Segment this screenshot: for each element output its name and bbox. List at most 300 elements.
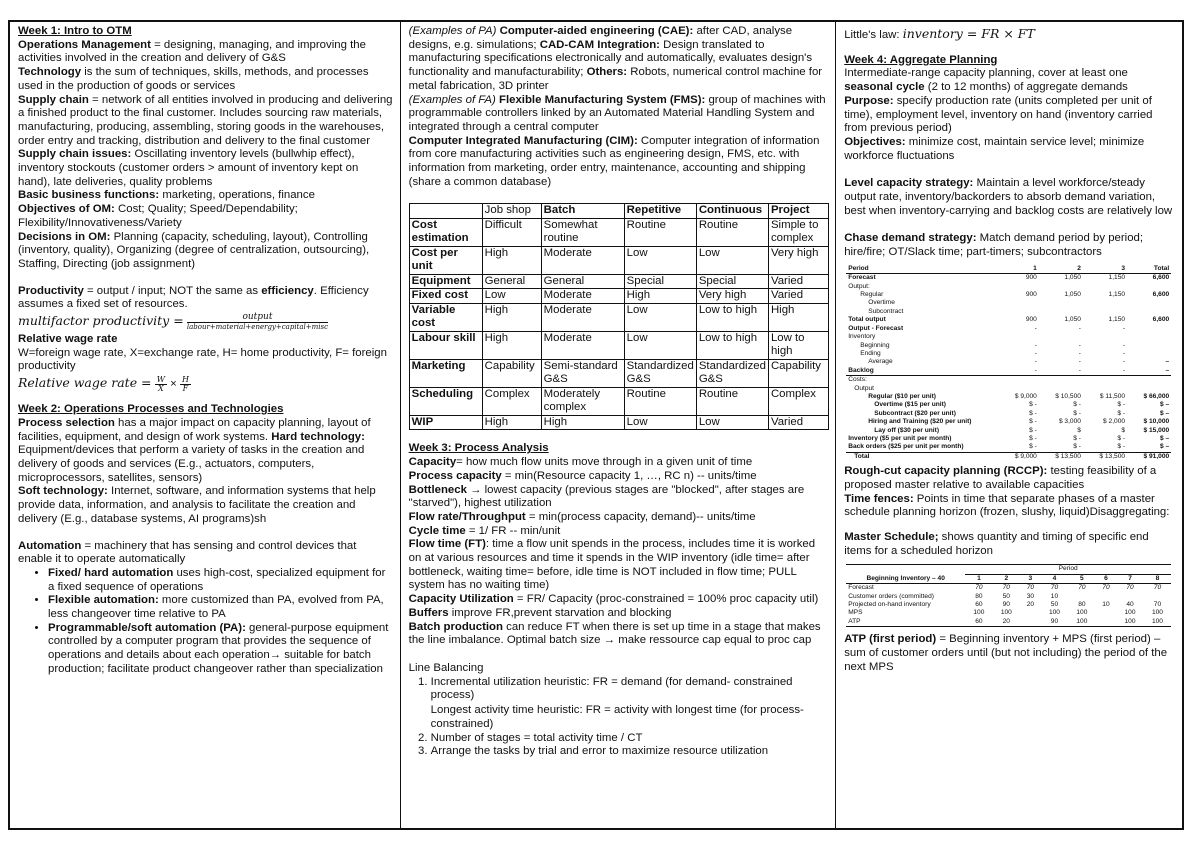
table-row <box>846 367 1171 376</box>
table-cell <box>1127 283 1171 291</box>
table-cell: 70 <box>1102 584 1110 592</box>
table-cell: Simple to complex <box>768 218 828 246</box>
atp-definition: ATP (first period) = Beginning inventory + MPS (first period) – sum of customer orders until (but not including) the period of the next MPS <box>844 633 1168 673</box>
table-cell: $ 13,500 <box>1055 452 1081 460</box>
table-cell: 70 <box>975 584 983 592</box>
mps-title: Period <box>965 565 1171 574</box>
table-cell <box>1127 299 1171 307</box>
table-cell: 100 <box>1124 617 1136 625</box>
capacity-utilization-definition: Capacity Utilization = FR/ Capacity (proc-constrained = 100% proc capacity util) <box>408 593 819 606</box>
table-cell: $ 10,500 <box>1055 392 1081 400</box>
table-cell: 20 <box>1002 617 1010 625</box>
table-header-cell: Job shop <box>482 204 541 219</box>
table-cell: $ - <box>1029 418 1037 426</box>
table-cell: Backlog <box>848 366 874 374</box>
table-cell: 100 <box>1000 609 1012 617</box>
littles-law: Little's law: inventory = FR × FT <box>844 26 1035 41</box>
table-cell: $ - <box>1029 443 1037 451</box>
table-cell: Low to high <box>696 331 768 359</box>
decisions-in-om: Decisions in OM: Planning (capacity, scheduling, layout), Controlling (inventory, quality), Organizing (degree of centralization, outsourcing), Staffing, Directing (job assignment) <box>18 230 370 270</box>
table-cell: Standardized G&S <box>696 359 768 387</box>
table-cell: Standardized G&S <box>624 359 696 387</box>
table-cell: 70 <box>1026 584 1035 592</box>
table-cell: Low <box>696 415 768 430</box>
table-cell: $ 9,000 <box>1014 392 1037 400</box>
table-cell: $ – <box>1160 443 1170 451</box>
table-header-cell: Continuous <box>696 204 768 219</box>
table-cell: Low <box>624 303 696 331</box>
table-cell: Average <box>868 358 893 366</box>
level-capacity-strategy: Level capacity strategy: Maintain a level workforce/steady output rate, inventory/backorders to absorb demand variation, best when inventory-carrying and backlog costs are relatively low <box>844 177 1173 217</box>
table-row <box>846 316 1171 324</box>
cae-paragraph: (Examples of PA) Computer-aided engineering (CAE): after CAD, analyse designs, e.g. simulations; CAD-CAM Integration: Design translated to manufacturing specifications electronically and automatically, evaluates design's functionality and manufacturability; Others: Robots, numerical control machine for metal fabrication, 3D printer <box>408 25 823 92</box>
table-header-cell: 7 <box>1128 574 1132 582</box>
table-cell: WIP <box>409 415 482 430</box>
table-cell: Subcontract <box>868 307 904 315</box>
table-cell: 60 <box>975 601 983 609</box>
cim-paragraph: Computer Integrated Manufacturing (CIM): Computer integration of information from core manufacturing activities such as engineering design, FMS, etc. with information from marketing, order entry, maintenance, accounting and shipping (share a common database) <box>408 134 820 188</box>
table-cell: 100 <box>1124 609 1136 617</box>
table-cell <box>1039 385 1083 393</box>
table-cell: 1,150 <box>1108 274 1126 282</box>
table-cell: 50 <box>1050 601 1059 609</box>
table-row <box>846 274 1171 283</box>
mps-title-row <box>846 565 1171 574</box>
table-header-cell: 4 <box>1052 574 1057 582</box>
table-cell: 80 <box>1078 601 1086 609</box>
table-cell: 70 <box>1078 584 1086 592</box>
table-cell: - <box>1034 341 1037 349</box>
table-cell: – <box>1165 358 1170 366</box>
automation-types-list <box>18 567 394 677</box>
table-cell: $ 66,000 <box>1143 392 1170 400</box>
table-cell: $ - <box>1117 409 1126 417</box>
table-cell: Scheduling <box>409 387 482 415</box>
week2-heading: Week 2: Operations Processes and Technologies <box>18 403 284 416</box>
table-row <box>846 601 1171 609</box>
table-cell: 100 <box>1076 617 1088 625</box>
table-cell: – <box>1165 366 1170 374</box>
table-cell: 1,150 <box>1108 291 1126 299</box>
table-cell: Output - Forecast <box>848 324 904 332</box>
table-cell: Low to high <box>768 331 828 359</box>
time-fences-definition: Time fences: Points in time that separate phases of a master schedule planning horizon (frozen, slushy, liquid)Disaggregating: <box>844 492 1170 519</box>
week3-heading: Week 3: Process Analysis <box>408 442 549 455</box>
table-cell: $ 10,000 <box>1143 418 1170 426</box>
table-cell <box>1020 618 1041 627</box>
table-cell: Routine <box>696 218 768 246</box>
batch-production-definition: Batch production can reduce FT when there is set up time in a stage that makes the line imbalance. Optimal batch size → make ressource cap equal to proc cap <box>408 620 821 647</box>
chase-strategy-table <box>846 265 1171 461</box>
table-cell <box>1144 593 1171 601</box>
table-row <box>409 331 828 359</box>
relative-wage-rate-heading: Relative wage rate <box>18 333 118 346</box>
table-cell <box>1083 299 1127 307</box>
table-cell: Low <box>624 331 696 359</box>
table-cell: $ <box>1077 426 1081 434</box>
cycle-time-definition: Cycle time = 1/ FR -- min/unit <box>408 524 561 537</box>
table-row <box>846 385 1171 393</box>
table-cell: 30 <box>1026 592 1035 600</box>
table-row <box>846 299 1171 307</box>
table-cell: Capability <box>482 359 541 387</box>
rccp-definition: Rough-cut capacity planning (RCCP): testing feasibility of a proposed master relative to available capacities <box>844 465 1157 491</box>
table-cell: 90 <box>1050 617 1059 625</box>
table-cell: - <box>1122 341 1126 349</box>
column-1 <box>10 22 401 828</box>
table-cell: 1,050 <box>1064 291 1081 299</box>
table-cell: Inventory <box>848 333 876 341</box>
table-cell: High <box>541 415 624 430</box>
table-cell <box>1000 299 1039 307</box>
table-row <box>846 584 1171 593</box>
column-2 <box>401 22 837 828</box>
table-row <box>846 350 1171 358</box>
table-cell: Cost per unit <box>409 246 482 274</box>
master-schedule-definition: Master Schedule; shows quantity and timing of specific end items for a scheduled horizon <box>844 531 1149 557</box>
table-cell: - <box>1122 358 1126 366</box>
table-cell: Ending <box>860 349 881 357</box>
table-cell: Equipment <box>409 274 482 289</box>
table-cell: Varied <box>768 289 828 304</box>
table-cell <box>1000 376 1039 385</box>
purpose-definition: Purpose: specify production rate (units completed per unit of time), employment level, inventory on hand (inventory carried from previous period) <box>844 94 1153 135</box>
table-cell <box>1096 618 1117 627</box>
mfp-formula: multifactor productivity = $\frac{\text{output}}{\text{labour+material+energy+capital+misc}}$ <box>18 312 329 332</box>
table-cell <box>1127 350 1171 358</box>
table-cell: $ - <box>1029 409 1037 417</box>
table-cell: High <box>768 303 828 331</box>
cheat-sheet-page <box>8 20 1184 830</box>
table-header-cell: 3 <box>1028 574 1033 582</box>
soft-technology: Soft technology: Internet, software, and information systems that help provide data, information, and analysis to facilitate the creation and delivery (E.g., database systems, AI programs)sh <box>18 485 376 525</box>
table-cell: Routine <box>696 387 768 415</box>
table-cell: Labour skill <box>409 331 482 359</box>
bottleneck-definition: Bottleneck → lowest capacity (previous stages are "blocked", after stages are "starved"), highest utilization <box>408 483 805 510</box>
table-cell: 20 <box>1026 601 1035 609</box>
table-header-cell: Beginning Inventory – 40 <box>866 574 945 582</box>
productivity-definition: Productivity = output / input; NOT the same as efficiency. Efficiency assumes a fixed set of resources. <box>18 284 369 311</box>
table-cell: High <box>482 246 541 274</box>
table-row <box>846 443 1171 452</box>
aggregate-planning-definition: Intermediate-range capacity planning, cover at least one seasonal cycle (2 to 12 months) of aggregate demands <box>844 67 1128 94</box>
table-cell: $ - <box>1073 434 1081 442</box>
table-header-cell: 1 <box>1033 264 1037 272</box>
table-cell: 50 <box>1002 592 1010 600</box>
table-cell: 100 <box>1151 617 1163 625</box>
table-cell: $ 11,500 <box>1099 392 1126 400</box>
mps-table-body <box>846 584 1171 627</box>
table-cell: $ - <box>1117 443 1126 451</box>
table-cell: Low <box>482 289 541 304</box>
table-cell <box>1039 308 1083 316</box>
table-row <box>409 359 828 387</box>
table-cell: 6,600 <box>1152 291 1170 299</box>
table-header-cell <box>409 204 482 219</box>
automation-definition: Automation = machinery that has sensing and control devices that enable it to operate automatically <box>18 539 357 566</box>
table-cell: High <box>482 415 541 430</box>
week1-heading: Week 1: Intro to OTM <box>18 25 132 37</box>
table-cell: - <box>1034 324 1037 332</box>
table-cell <box>1000 308 1039 316</box>
table-cell: $ 2,000 <box>1103 418 1126 426</box>
table-cell: Back orders ($25 per unit per month) <box>848 443 964 451</box>
table-header-cell: 8 <box>1155 574 1160 582</box>
table-header-cell: Repetitive <box>624 204 696 219</box>
table-cell: 100 <box>973 609 985 617</box>
objectives-of-om: Objectives of OM: Cost; Quality; Speed/Dependability; Flexibility/Innovativeness/Variety <box>18 203 298 229</box>
list-item: 1. Incremental utilization heuristic: FR = demand (for demand- constrained process) Longest activity time heuristic: FR = activity with longest time (for process-constrained) <box>431 676 830 732</box>
table-row <box>409 289 828 304</box>
table-row <box>409 246 828 274</box>
table-cell: General <box>541 274 624 289</box>
table-cell: 90 <box>1002 601 1010 609</box>
table-cell: $ - <box>1029 401 1037 409</box>
table-cell: Very high <box>768 246 828 274</box>
table-cell <box>1083 333 1127 341</box>
table-cell: 10 <box>1050 592 1059 600</box>
table-cell <box>1039 283 1083 291</box>
table-cell: $ 13,500 <box>1099 452 1126 460</box>
table-cell: 100 <box>1048 609 1060 617</box>
table-cell <box>1096 593 1117 601</box>
table-cell: 10 <box>1102 601 1110 609</box>
table-cell: Moderate <box>541 289 624 304</box>
table-cell: $ 3,000 <box>1058 418 1081 426</box>
table-cell: $ - <box>1073 443 1081 451</box>
table-header-cell: Batch <box>541 204 624 219</box>
table-cell: Costs: <box>848 376 867 384</box>
table-cell: Marketing <box>409 359 482 387</box>
table-cell: Special <box>624 274 696 289</box>
table-row <box>846 308 1171 316</box>
list-item: • Flexible automation: more customized than PA, evolved from PA, less changeover time relative to PA <box>48 594 394 621</box>
table-cell: Forecast <box>848 274 876 282</box>
table-row <box>409 218 828 246</box>
table-cell: Moderate <box>541 303 624 331</box>
table-row <box>846 358 1171 366</box>
table-cell: Variable cost <box>409 303 482 331</box>
table-row <box>409 274 828 289</box>
table-cell <box>1116 593 1143 601</box>
table-cell: 70 <box>1153 584 1162 592</box>
table-row <box>846 435 1171 443</box>
table-header-row <box>846 265 1171 274</box>
table-cell: High <box>482 303 541 331</box>
table-cell: - <box>1078 358 1081 366</box>
table-cell: Moderate <box>541 246 624 274</box>
flow-rate-definition: Flow rate/Throughput = min(process capacity, demand)-- units/time <box>408 510 756 523</box>
list-item: 2. Number of stages = total activity time / CT <box>431 732 830 746</box>
table-cell: 40 <box>1126 601 1134 609</box>
table-cell: Moderate <box>541 331 624 359</box>
table-cell: Varied <box>768 415 828 430</box>
table-cell <box>1020 609 1041 617</box>
table-row <box>846 593 1171 601</box>
list-item: 3. Arrange the tasks by trial and error to maximize resource utilization <box>431 745 830 759</box>
table-cell: 900 <box>1025 291 1037 299</box>
table-row <box>409 415 828 430</box>
table-header-cell: Project <box>768 204 828 219</box>
table-cell: High <box>624 289 696 304</box>
table-header-cell: 2 <box>1004 574 1009 582</box>
table-cell: Cost estimation <box>409 218 482 246</box>
basic-business-functions: Basic business functions: marketing, operations, finance <box>18 189 315 202</box>
table-row <box>846 333 1171 341</box>
table-cell <box>1127 376 1171 385</box>
table-header-cell: 1 <box>977 574 981 582</box>
table-cell: 70 <box>1002 584 1010 592</box>
table-cell: $ - <box>1029 426 1037 434</box>
table-cell <box>1083 283 1127 291</box>
table-cell: 70 <box>1126 584 1134 592</box>
capacity-definition: Capacity= how much flow units move through in a given unit of time <box>408 456 753 469</box>
om-definition: Operations Management = designing, managing, and improving the activities involved in the creation and delivery of G&S <box>18 38 366 65</box>
table-cell: Customer orders (committed) <box>848 592 934 600</box>
table-cell: Low to high <box>696 303 768 331</box>
table-cell: Lay off ($30 per unit) <box>874 426 940 434</box>
table-cell: Varied <box>768 274 828 289</box>
table-cell <box>1127 385 1171 393</box>
buffers-definition: Buffers improve FR,prevent starvation and blocking <box>408 606 672 619</box>
table-cell: 1,050 <box>1064 316 1081 324</box>
table-row <box>846 393 1171 401</box>
supply-chain-definition: Supply chain = network of all entities involved in producing and delivering a finished product to the final customer. Includes sourcing raw materials, manufacturing, producing, assembling, storing goods in the warehouses, order entry and tracking, distribution and delivery to the final customer <box>18 93 393 147</box>
table-cell: Somewhat routine <box>541 218 624 246</box>
table-cell: Output <box>854 384 874 392</box>
table-cell: Semi-standard G&S <box>541 359 624 387</box>
table-row <box>846 342 1171 350</box>
table-cell <box>1039 333 1083 341</box>
mps-table <box>846 564 1171 627</box>
table-cell: - <box>1034 349 1037 357</box>
table-cell <box>1083 376 1127 385</box>
table-cell: Difficult <box>482 218 541 246</box>
table-cell: 1,050 <box>1064 274 1081 282</box>
table-cell: - <box>1078 366 1081 374</box>
table-cell: Routine <box>624 218 696 246</box>
table-header-cell: 2 <box>1077 264 1081 272</box>
table-cell: - <box>1078 349 1081 357</box>
table-cell: Overtime ($15 per unit) <box>874 401 947 409</box>
table-header-cell: 5 <box>1080 574 1084 582</box>
table-cell: 100 <box>1076 609 1088 617</box>
table-cell: Beginning <box>860 341 890 349</box>
table-row <box>409 303 828 331</box>
table-cell: $ – <box>1160 434 1170 442</box>
flow-time-definition: Flow time (FT): time a flow unit spends in the process, includes time it is worked on at various resources and time it spends in the WIP inventory (idle time= after bottleneck, waiting time= before, idle time is NOT included in flow time; PULL system has no waiting time) <box>408 538 816 592</box>
table-cell: 70 <box>1050 584 1059 592</box>
table-cell: Low <box>696 246 768 274</box>
table-cell: - <box>1122 366 1126 374</box>
table-cell <box>1083 308 1127 316</box>
table-cell: Total <box>854 452 870 460</box>
table-cell: Regular ($10 per unit) <box>868 392 936 400</box>
process-selection-and-hard-tech: Process selection has a major impact on capacity planning, layout of facilities, equipment, and design of work systems. Hard technology: Equipment/devices that perform a variety of tasks in the creation and delivery of goods and services (E.g., actuators, computers, microprocessors, satellites, sensors) <box>18 416 371 484</box>
table-cell <box>1000 333 1039 341</box>
table-cell: $ - <box>1117 434 1126 442</box>
table-row <box>846 618 1171 627</box>
table-header-cell: Total <box>1153 264 1170 272</box>
table-cell: Fixed cost <box>409 289 482 304</box>
table-cell: $ - <box>1073 401 1081 409</box>
table-cell: 1,150 <box>1108 316 1126 324</box>
fms-paragraph: (Examples of FA) Flexible Manufacturing System (FMS): group of machines with programmable controllers linked by an Automated Material Handling System and integrated through a central computer <box>408 93 826 133</box>
table-cell: Projected on-hand inventory <box>848 601 931 609</box>
column-3 <box>836 22 1182 828</box>
table-cell: General <box>482 274 541 289</box>
table-row <box>846 418 1171 426</box>
list-item: • Programmable/soft automation (PA): general-purpose equipment controlled by a computer program that provides the sequence of operations and details about each operation→ suitable for batch production; facilitate product changeover rather than specialization <box>48 622 394 677</box>
table-cell: Moderately complex <box>541 387 624 415</box>
table-cell: Forecast <box>848 584 874 592</box>
table-row <box>846 427 1171 435</box>
table-cell <box>1039 299 1083 307</box>
table-cell: Inventory ($5 per unit per month) <box>848 434 952 442</box>
table-cell <box>1127 308 1171 316</box>
table-cell: - <box>1078 341 1081 349</box>
table-cell: $ - <box>1117 401 1126 409</box>
table-row <box>846 609 1171 617</box>
table-cell: High <box>482 331 541 359</box>
table-cell: $ 9,000 <box>1014 452 1037 460</box>
table-cell: $ - <box>1073 409 1081 417</box>
table-cell: 80 <box>975 592 983 600</box>
table-cell: $ – <box>1160 409 1170 417</box>
supply-chain-issues: Supply chain issues: Oscillating inventory levels (bullwhip effect), inventory stockouts (customer orders > amount of inventory kept on hand), late deliveries, quality problems <box>18 148 359 188</box>
table-row <box>846 376 1171 385</box>
table-cell <box>1000 385 1039 393</box>
table-cell: Complex <box>482 387 541 415</box>
table-cell: - <box>1034 358 1037 366</box>
table-header-cell: 6 <box>1104 574 1108 582</box>
table-cell: Subcontract ($20 per unit) <box>874 409 956 417</box>
table-cell: 100 <box>1151 609 1163 617</box>
table-row <box>846 401 1171 409</box>
table-header-cell: 3 <box>1121 264 1126 272</box>
table-cell: $ <box>1121 426 1126 434</box>
table-cell: 6,600 <box>1152 316 1170 324</box>
table-cell: 900 <box>1025 274 1037 282</box>
table-cell: Low <box>624 415 696 430</box>
process-capacity-definition: Process capacity = min(Resource capacity 1, …, RC n) -- units/time <box>408 469 757 482</box>
table-cell <box>1127 333 1171 341</box>
table-cell: MPS <box>848 609 863 617</box>
technology-definition: Technology is the sum of techniques, skills, methods, and processes used in the production of goods or services <box>18 66 369 92</box>
table-cell <box>1000 283 1039 291</box>
table-cell: Very high <box>696 289 768 304</box>
table-cell <box>1068 593 1095 601</box>
table-row <box>846 410 1171 418</box>
week4-heading: Week 4: Aggregate Planning <box>844 53 998 66</box>
table-cell: 60 <box>975 617 983 625</box>
table-cell: - <box>1122 324 1126 332</box>
table-cell: $ - <box>1029 434 1037 442</box>
table-row <box>846 325 1171 333</box>
table-cell: Routine <box>624 387 696 415</box>
table-cell: 70 <box>1153 601 1162 609</box>
table-cell: - <box>1078 324 1081 332</box>
table-cell <box>1039 376 1083 385</box>
table-cell: - <box>1034 366 1037 374</box>
table-cell: - <box>1122 349 1126 357</box>
table-cell <box>1127 342 1171 350</box>
table-cell: Low <box>624 246 696 274</box>
objectives-definition: Objectives: minimize cost, maintain service level; minimize workforce fluctuations <box>844 135 1145 162</box>
chase-demand-strategy: Chase demand strategy: Match demand period by period; hire/fire; OT/Slack time; part-timers; subcontractors <box>844 232 1144 259</box>
chase-table-body <box>846 274 1171 461</box>
table-cell <box>1083 385 1127 393</box>
